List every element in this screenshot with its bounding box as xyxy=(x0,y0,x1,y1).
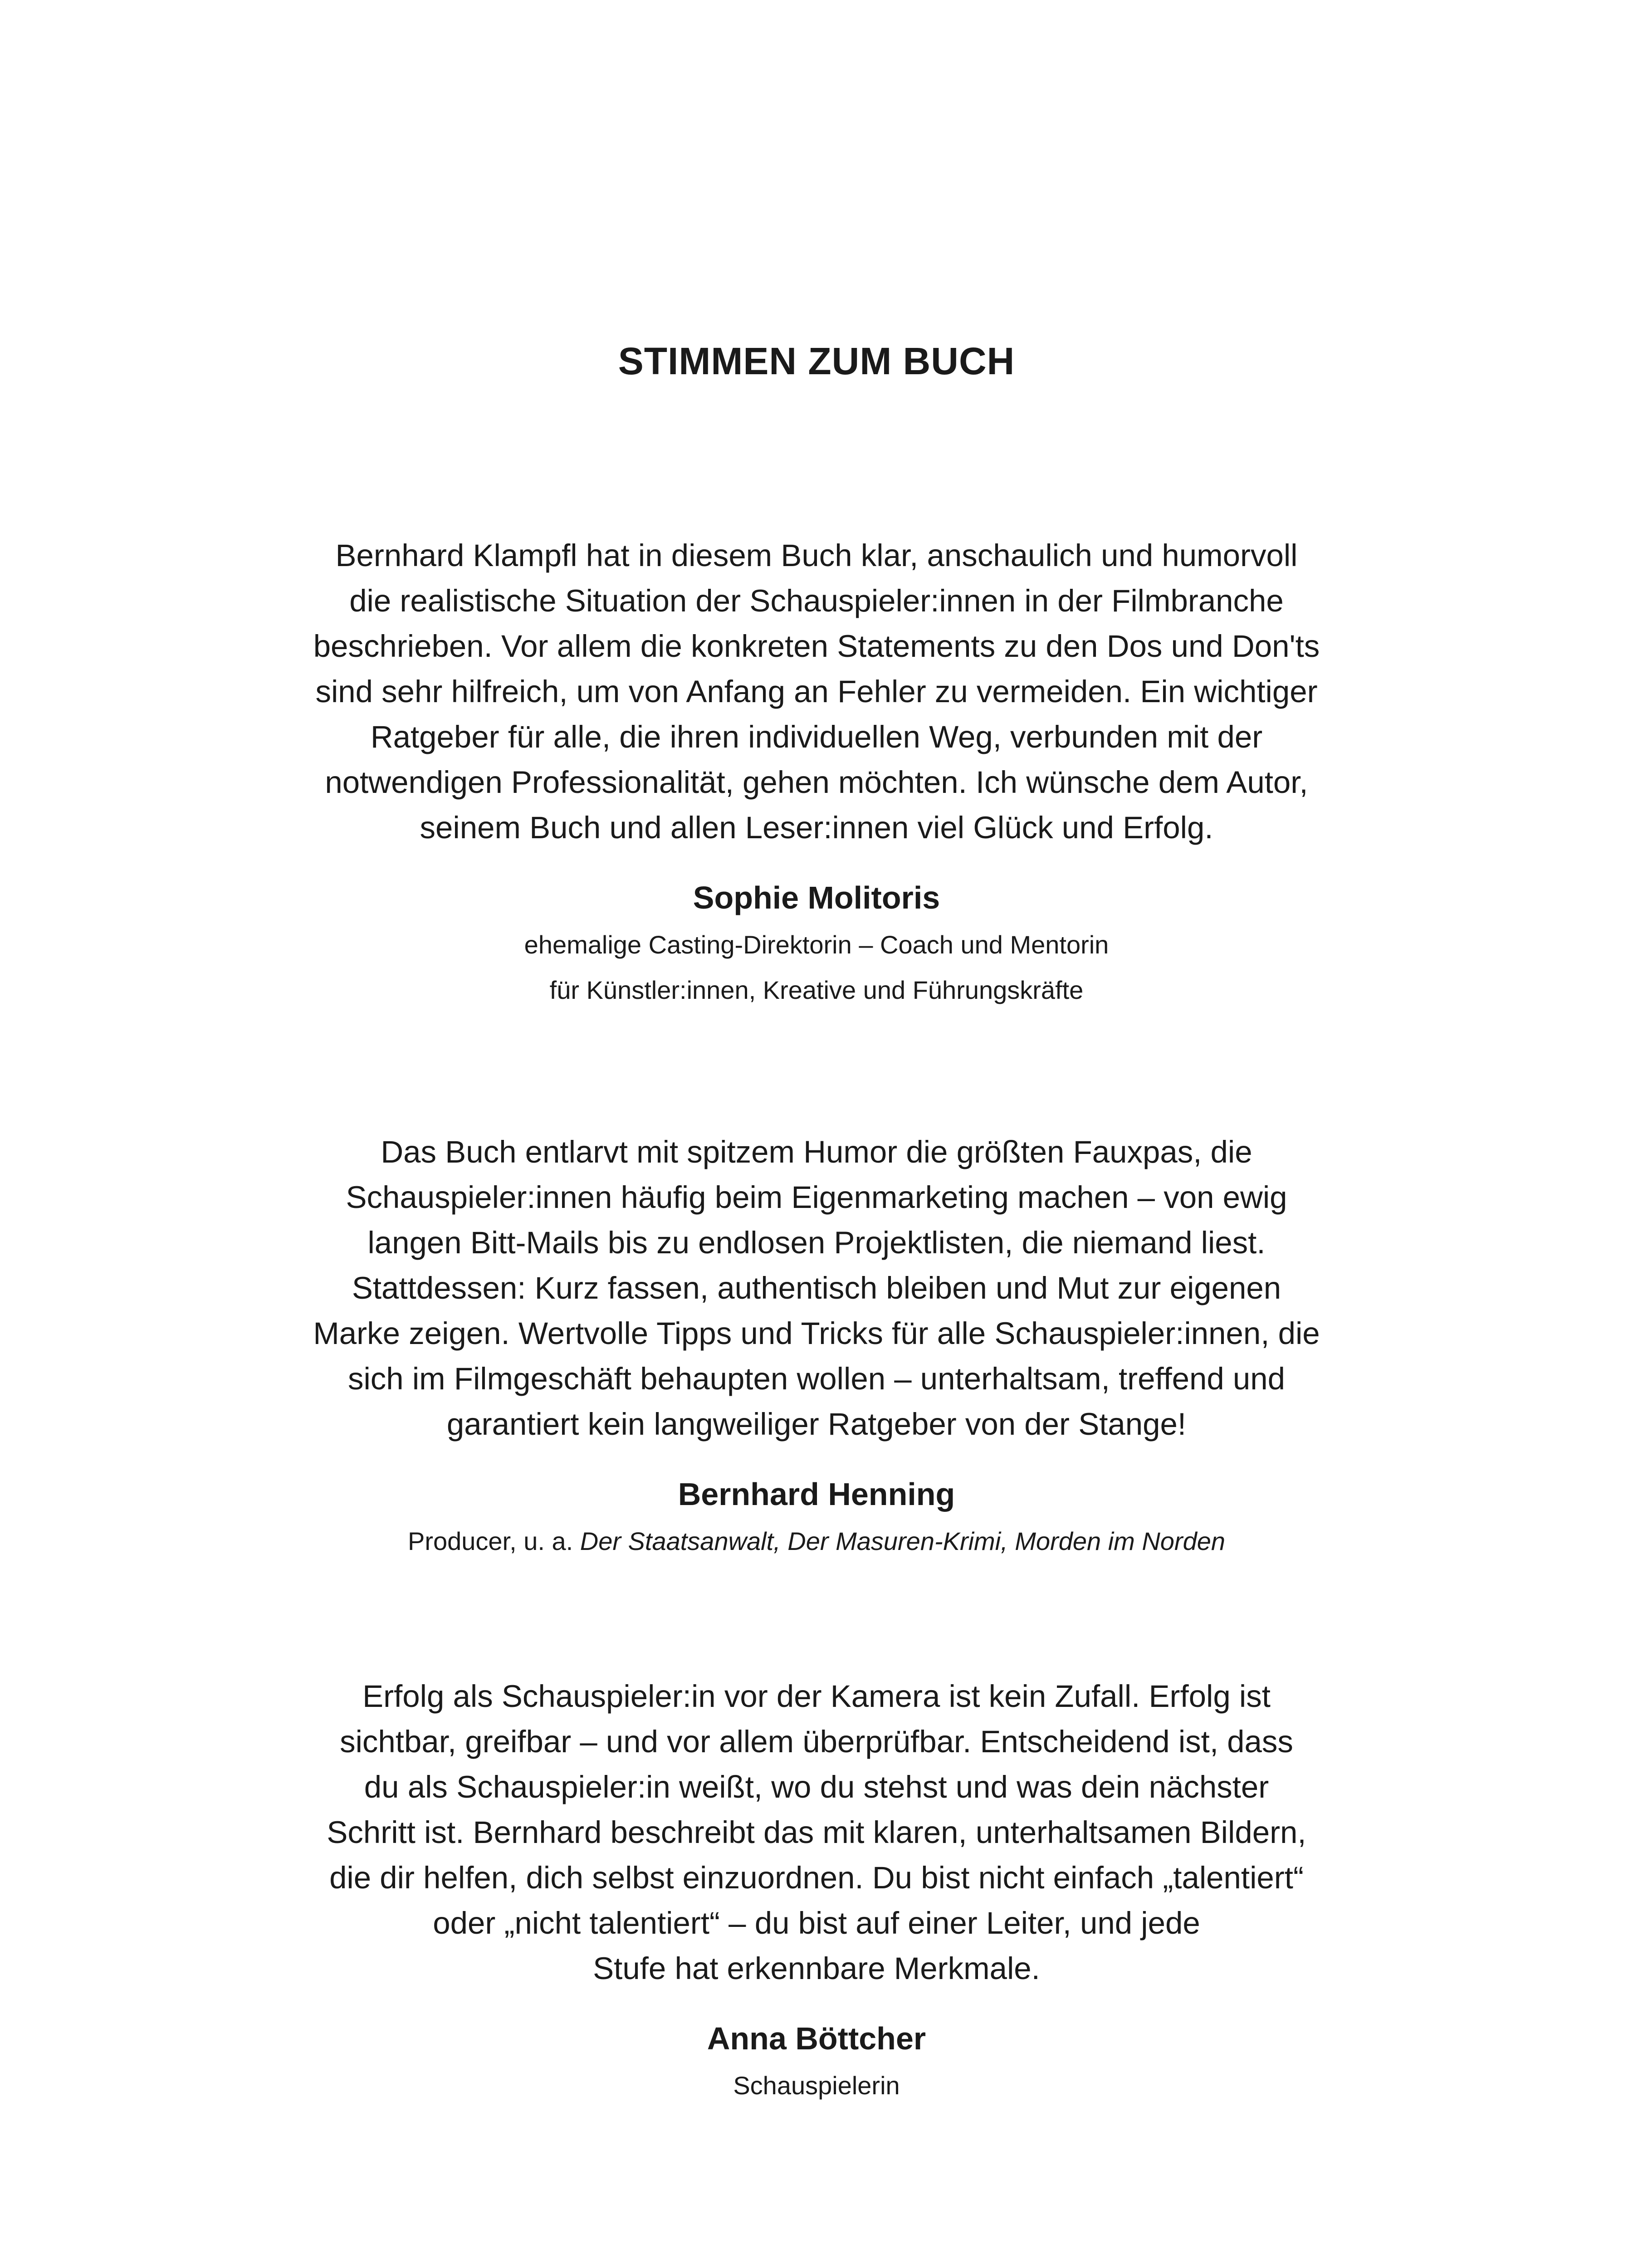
testimonial-anna-boettcher xyxy=(295,1674,1338,2108)
quote-line: die realistische Situation der Schauspieler:innen in der Filmbranche xyxy=(349,583,1284,618)
role-line: für Künstler:innen, Kreative und Führungskräfte xyxy=(549,976,1084,1004)
quote-line: sichtbar, greifbar – und vor allem überprüfbar. Entscheidend ist, dass xyxy=(340,1724,1293,1759)
quote-line: du als Schauspieler:in weißt, wo du stehst und was dein nächster xyxy=(364,1769,1269,1804)
role-productions: Der Staatsanwalt, Der Masuren-Krimi, Morden im Norden xyxy=(580,1527,1226,1555)
testimonial-author-role xyxy=(295,2063,1338,2108)
quote-line: sich im Filmgeschäft behaupten wollen – unterhaltsam, treffend und xyxy=(347,1361,1286,1396)
quote-line: langen Bitt-Mails bis zu endlosen Projektlisten, die niemand liest. xyxy=(367,1225,1266,1260)
testimonial-sophie-molitoris xyxy=(295,533,1338,1013)
quote-line: seinem Buch und allen Leser:innen viel Glück und Erfolg. xyxy=(420,810,1213,845)
role-line: Schauspielerin xyxy=(733,2071,900,2100)
testimonial-author-role xyxy=(295,1519,1338,1564)
testimonial-author: Sophie Molitoris xyxy=(693,880,940,915)
quote-line: beschrieben. Vor allem die konkreten Statements zu den Dos und Don'ts xyxy=(313,629,1320,664)
quote-line: Das Buch entlarvt mit spitzem Humor die größten Fauxpas, die xyxy=(381,1134,1252,1169)
quote-line: sind sehr hilfreich, um von Anfang an Fehler zu vermeiden. Ein wichtiger xyxy=(315,674,1318,709)
role-line: ehemalige Casting-Direktorin – Coach und Mentorin xyxy=(524,930,1109,959)
quote-line: Stattdessen: Kurz fassen, authentisch bleiben und Mut zur eigenen xyxy=(352,1271,1281,1305)
role-line xyxy=(295,1519,1338,1564)
testimonial-bernhard-henning xyxy=(295,1129,1338,1564)
quote-line: Bernhard Klampfl hat in diesem Buch klar, anschaulich und humorvoll xyxy=(335,538,1298,573)
role-prefix: Producer, u. a. xyxy=(407,1527,580,1555)
testimonial-quote xyxy=(295,1129,1338,1447)
quote-line: Schauspieler:innen häufig beim Eigenmarketing machen – von ewig xyxy=(346,1180,1287,1215)
testimonial-author-role xyxy=(295,922,1338,1013)
quote-line: garantiert kein langweiliger Ratgeber von der Stange! xyxy=(446,1407,1187,1442)
testimonial-author: Anna Böttcher xyxy=(707,2021,926,2056)
quote-line: Erfolg als Schauspieler:in vor der Kamera ist kein Zufall. Erfolg ist xyxy=(362,1679,1271,1714)
quote-line: notwendigen Professionalität, gehen möchten. Ich wünsche dem Autor, xyxy=(325,765,1308,800)
quote-line: Ratgeber für alle, die ihren individuellen Weg, verbunden mit der xyxy=(370,719,1263,754)
testimonial-quote xyxy=(295,533,1338,850)
page-title: STIMMEN ZUM BUCH xyxy=(618,340,1015,383)
testimonial-author: Bernhard Henning xyxy=(678,1476,955,1512)
quote-line: Schritt ist. Bernhard beschreibt das mit klaren, unterhaltsamen Bildern, xyxy=(327,1815,1306,1850)
quote-line: die dir helfen, dich selbst einzuordnen. Du bist nicht einfach „talentiert“ xyxy=(329,1860,1304,1895)
quote-line: Marke zeigen. Wertvolle Tipps und Tricks für alle Schauspieler:innen, die xyxy=(313,1316,1320,1351)
quote-line: Stufe hat erkennbare Merkmale. xyxy=(593,1951,1040,1986)
testimonial-quote xyxy=(295,1674,1338,1991)
quote-line: oder „nicht talentiert“ – du bist auf einer Leiter, und jede xyxy=(433,1906,1200,1941)
